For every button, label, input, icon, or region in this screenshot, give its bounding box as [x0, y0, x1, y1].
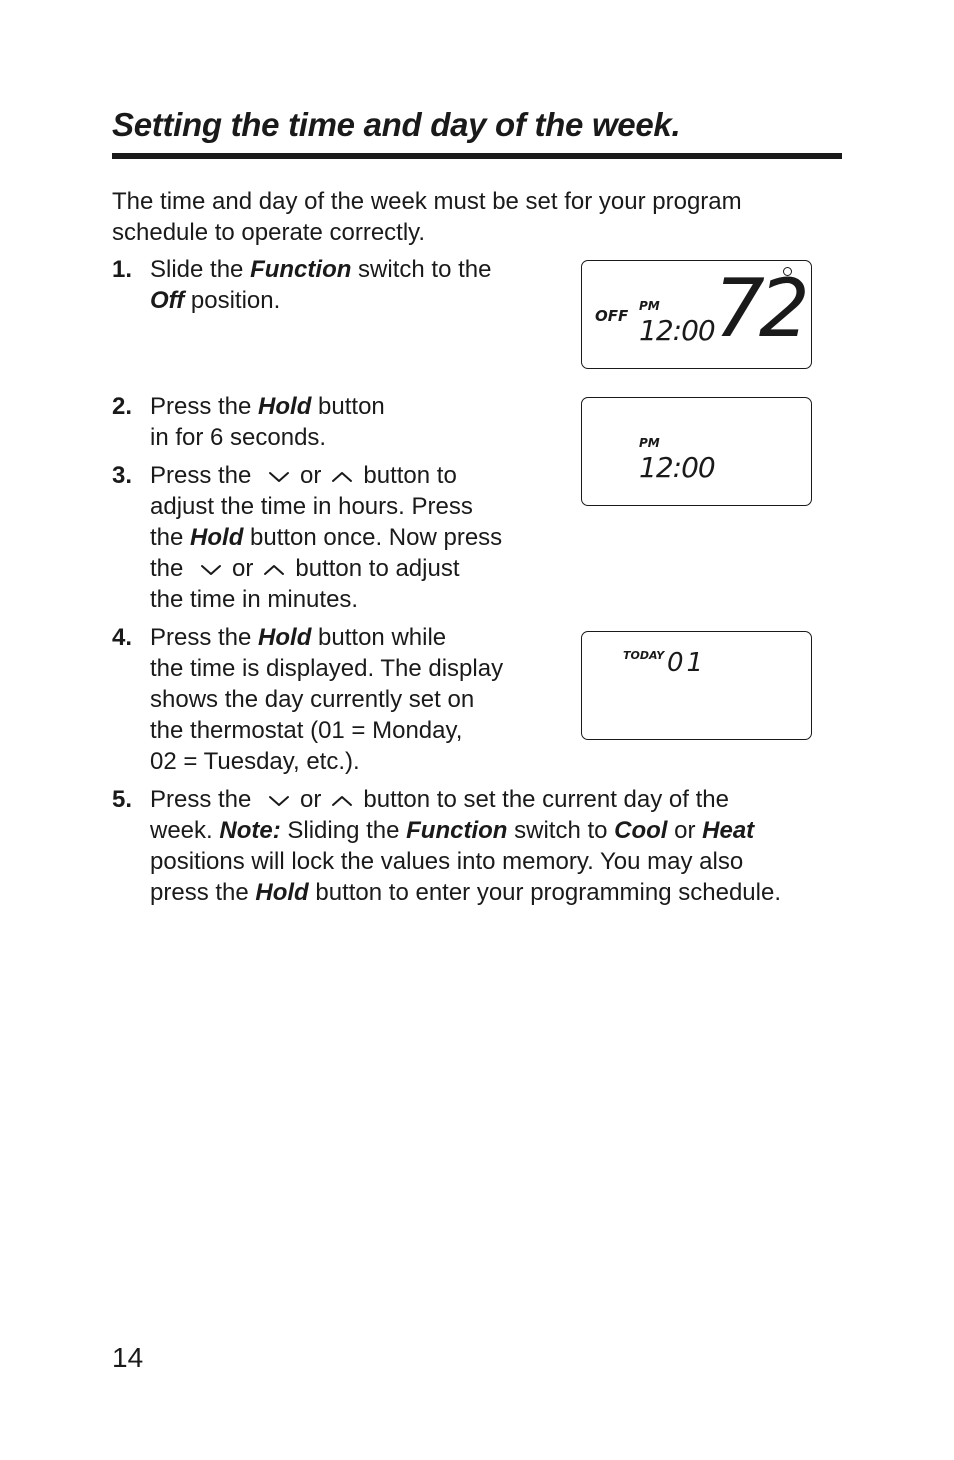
chevron-down-icon	[268, 794, 290, 808]
chevron-up-icon	[263, 563, 285, 577]
degree-icon	[783, 267, 792, 276]
temperature-reading: 72	[714, 262, 804, 355]
step-line: week. Note: Sliding the Function switch to Cool or Heat	[150, 817, 755, 844]
step-line: Off position.	[150, 287, 281, 314]
keyword: Heat	[702, 817, 755, 844]
day-number: 01	[667, 648, 707, 678]
step-line: Press the Hold button	[150, 393, 385, 420]
step-line: 02 = Tuesday, etc.).	[150, 748, 360, 775]
step-line: adjust the time in hours. Press	[150, 493, 473, 520]
step-number: 3.	[112, 462, 133, 489]
title-rule	[112, 153, 842, 159]
step-line: shows the day currently set on	[150, 686, 475, 713]
pm-indicator: PM	[639, 436, 660, 450]
step-line: Press the or button to	[150, 462, 457, 489]
step-text	[150, 391, 385, 453]
step-line: Press the Hold button while	[150, 624, 447, 651]
step-number: 4.	[112, 624, 133, 651]
keyword: Function	[406, 817, 508, 844]
step-number: 5.	[112, 786, 133, 813]
chevron-up-icon	[331, 470, 353, 484]
clock-time: 12:00	[639, 314, 715, 347]
step-line: in for 6 seconds.	[150, 424, 327, 451]
clock-time: 12:00	[639, 451, 715, 484]
step-text	[150, 460, 502, 615]
step-number: 1.	[112, 256, 133, 283]
keyword: Hold	[258, 624, 312, 651]
today-indicator: TODAY	[623, 649, 665, 662]
keyword: Off	[150, 287, 185, 314]
step-line: positions will lock the values into memory. You may also	[150, 848, 744, 875]
keyword: Cool	[614, 817, 668, 844]
chevron-down-icon	[268, 470, 290, 484]
step-line: Slide the Function switch to the	[150, 256, 492, 283]
step-number: 2.	[112, 393, 133, 420]
lcd-display-off-mode	[581, 260, 812, 369]
step-line: the time in minutes.	[150, 586, 359, 613]
step-line: Press the or button to set the current day of the	[150, 786, 729, 813]
step-line: the or button to adjust	[150, 555, 460, 582]
keyword: Hold	[190, 524, 244, 551]
page-number: 14	[112, 1342, 144, 1373]
step-text	[150, 784, 781, 908]
chevron-down-icon	[200, 563, 222, 577]
keyword: Hold	[258, 393, 312, 420]
intro-paragraph: The time and day of the week must be set for your program schedule to operate correctly.	[112, 188, 742, 246]
lcd-display-time-set	[581, 397, 812, 506]
page-title: Setting the time and day of the week.	[112, 106, 681, 143]
keyword: Hold	[255, 879, 309, 906]
step-text	[150, 622, 503, 777]
keyword: Note:	[219, 817, 281, 844]
step-line: the Hold button once. Now press	[150, 524, 503, 551]
lcd-display-day-set	[581, 631, 812, 740]
chevron-up-icon	[331, 794, 353, 808]
step-text	[150, 254, 491, 316]
keyword: Function	[250, 256, 352, 283]
pm-indicator: PM	[639, 299, 660, 313]
step-line: the time is displayed. The display	[150, 655, 504, 682]
off-mode-label: OFF	[595, 307, 629, 325]
step-line: press the Hold button to enter your programming schedule.	[150, 879, 781, 906]
step-line: the thermostat (01 = Monday,	[150, 717, 463, 744]
